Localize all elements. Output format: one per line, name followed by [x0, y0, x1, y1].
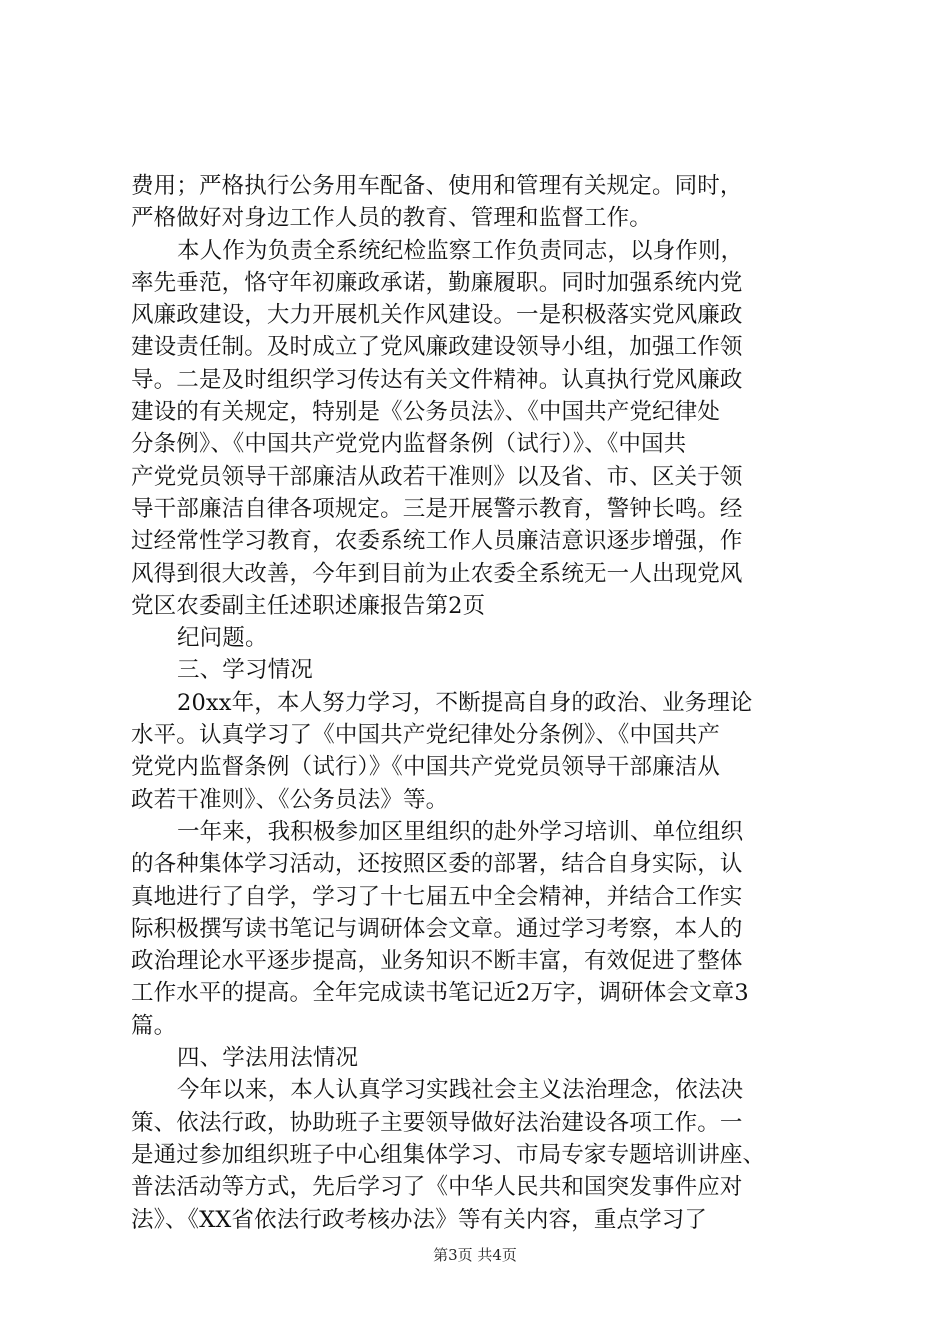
text-line: 真地进行了自学，学习了十七届五中全会精神，并结合工作实 — [131, 883, 743, 910]
text-line: 今年以来，本人认真学习实践社会主义法治理念，依法决 — [177, 1077, 744, 1104]
text-line: 际积极撰写读书笔记与调研体会文章。通过学习考察，本人的 — [131, 915, 743, 942]
text-line: 分条例》、《中国共产党党内监督条例（试行）》、《中国共 — [131, 431, 687, 458]
text-line: 风廉政建设，大力开展机关作风建设。一是积极落实党风廉政 — [131, 302, 743, 329]
text-line: 政若干准则》、《公务员法》等。 — [131, 786, 449, 813]
text-line: 工作水平的提高。全年完成读书笔记近2万字，调研体会文章3 — [131, 980, 749, 1007]
text-line: 党党内监督条例（试行）》《中国共产党党员领导干部廉洁从 — [131, 754, 721, 781]
text-line: 导干部廉洁自律各项规定。三是开展警示教育，警钟长鸣。经 — [131, 495, 743, 522]
text-line: 过经常性学习教育，农委系统工作人员廉洁意识逐步增强，作 — [131, 528, 743, 555]
page-footer: 第3页 共4页 — [433, 1246, 517, 1264]
text-line: 产党党员领导干部廉洁从政若干准则》以及省、市、区关于领 — [131, 463, 743, 490]
text-line: 普法活动等方式，先后学习了《中华人民共和国突发事件应对 — [131, 1174, 743, 1201]
text-line: 费用；严格执行公务用车配备、使用和管理有关规定。同时， — [131, 173, 743, 199]
text-line: 法》、《XX省依法行政考核办法》等有关内容，重点学习了 — [131, 1206, 708, 1233]
text-line: 篇。 — [131, 1012, 177, 1039]
text-line: 本人作为负责全系统纪检监察工作负责同志，以身作则， — [177, 237, 744, 264]
text-line: 党区农委副主任述职述廉报告第2页 — [131, 592, 486, 619]
text-line: 20xx年，本人努力学习，不断提高自身的政治、业务理论 — [177, 689, 753, 716]
text-line: 策、依法行政，协助班子主要领导做好法治建设各项工作。一 — [131, 1109, 743, 1136]
text-line: 导。二是及时组织学习传达有关文件精神。认真执行党风廉政 — [131, 366, 743, 393]
text-line: 纪问题。 — [177, 625, 268, 652]
body-text — [131, 170, 831, 1236]
text-line: 四、学法用法情况 — [177, 1045, 359, 1072]
text-line: 政治理论水平逐步提高，业务知识不断丰富，有效促进了整体 — [131, 948, 743, 975]
text-line: 的各种集体学习活动，还按照区委的部署，结合自身实际，认 — [131, 851, 743, 878]
text-line: 建设责任制。及时成立了党风廉政建设领导小组，加强工作领 — [131, 334, 743, 361]
text-line: 严格做好对身边工作人员的教育、管理和监督工作。 — [131, 205, 652, 232]
text-line: 风得到很大改善，今年到目前为止农委全系统无一人出现党风 — [131, 560, 743, 587]
text-line: 是通过参加组织班子中心组集体学习、市局专家专题培训讲座、 — [131, 1141, 766, 1168]
text-line: 建设的有关规定，特别是《公务员法》、《中国共产党纪律处 — [131, 399, 721, 426]
text-line: 一年来，我积极参加区里组织的赴外学习培训、单位组织 — [177, 818, 744, 845]
text-line: 率先垂范，恪守年初廉政承诺，勤廉履职。同时加强系统内党 — [131, 269, 743, 296]
text-line: 三、学习情况 — [177, 657, 313, 684]
text-line: 水平。认真学习了《中国共产党纪律处分条例》、《中国共产 — [131, 722, 721, 749]
